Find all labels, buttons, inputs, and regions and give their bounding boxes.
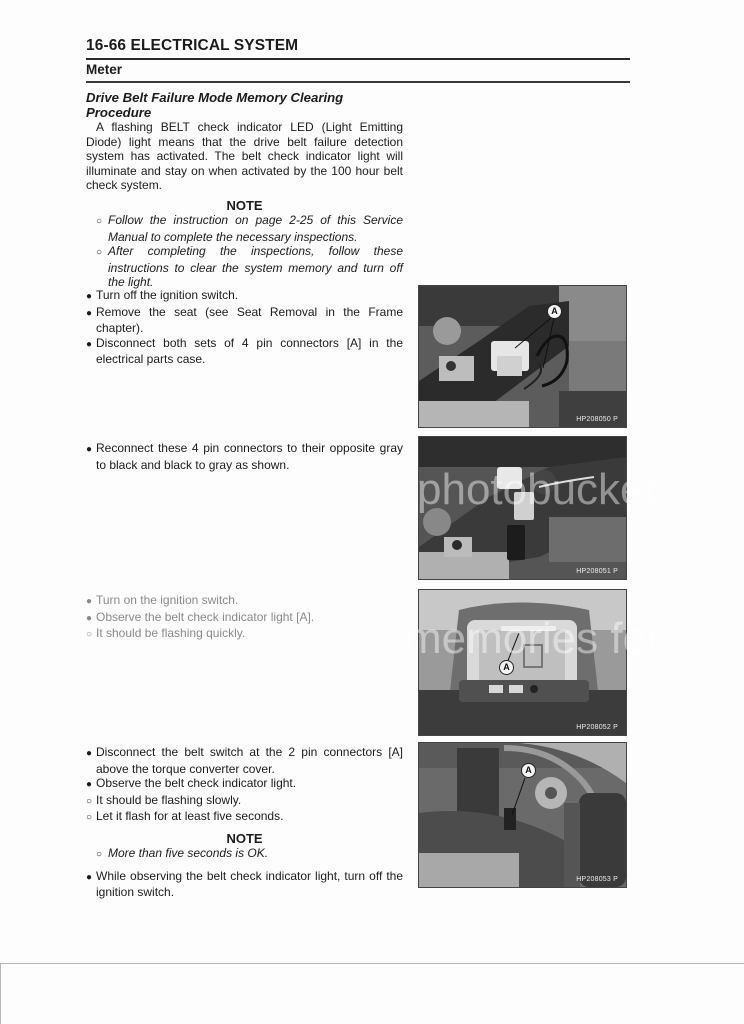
figure-id: HP208051 P <box>576 568 618 575</box>
step-text: Disconnect the belt switch at the 2 pin connectors [A] above the torque converter cover. <box>96 745 403 776</box>
circle-marker-icon: ○ <box>96 247 103 259</box>
bullet-icon: ● <box>86 307 93 319</box>
step-bullet <box>86 745 403 776</box>
step-sub <box>86 809 403 826</box>
procedure-heading <box>86 91 403 120</box>
bullet-icon: ● <box>86 779 93 791</box>
step-text: Observe the belt check indicator light. <box>96 776 297 791</box>
watermark-text: memories for <box>405 614 662 663</box>
figure-id: HP208050 P <box>576 416 618 423</box>
step-sub <box>86 626 403 643</box>
note-item-text: More than five seconds is OK. <box>108 845 269 860</box>
step-sub <box>86 793 403 810</box>
step-sub-text: Let it flash for at least five seconds. <box>96 809 284 824</box>
circle-marker-icon: ○ <box>96 848 103 860</box>
step-group-3 <box>86 593 403 643</box>
figure-id: HP208053 P <box>576 876 618 883</box>
figure-id: HP208052 P <box>576 724 618 731</box>
page-header <box>86 36 630 83</box>
step-group-1 <box>86 288 403 367</box>
callout-a: A <box>521 763 536 778</box>
scan-edge-line <box>0 963 1 1024</box>
step-bullet <box>86 441 403 472</box>
section-title: Meter <box>86 62 123 77</box>
bullet-icon: ● <box>86 748 93 759</box>
bullet-icon: ● <box>86 444 93 455</box>
procedure-heading-line2: Procedure <box>86 104 152 120</box>
bullet-icon: ● <box>86 596 93 607</box>
photo-connectors-crossed <box>419 437 626 579</box>
step-bullet <box>86 869 403 900</box>
figure-belt-switch-connector <box>418 742 627 888</box>
note-item <box>86 244 403 290</box>
step-text: Disconnect both sets of 4 pin connectors [A] in the electrical parts case. <box>96 335 403 367</box>
step-group-2 <box>86 441 403 472</box>
step-text: Reconnect these 4 pin connectors to their opposite gray to black and black to gray as shown. <box>96 441 403 472</box>
section-rule <box>86 81 630 83</box>
circle-marker-icon: ○ <box>86 629 93 641</box>
page-title: 16-66 ELECTRICAL SYSTEM <box>86 37 299 54</box>
watermark-text: photobucket <box>417 465 657 514</box>
step-bullet <box>86 305 403 336</box>
figure-meter-indicator <box>405 589 662 736</box>
step-bullet <box>86 610 403 627</box>
step-bullet <box>86 288 403 305</box>
step-bullet <box>86 776 403 793</box>
callout-a: A <box>547 304 562 319</box>
note-item-text: After completing the inspections, follow these instructions to clear the system memory and turn off the light. <box>108 244 403 290</box>
step-text: Observe the belt check indicator light [A]. <box>96 609 315 624</box>
step-group-4 <box>86 745 403 900</box>
step-sub-text: It should be flashing quickly. <box>96 626 246 641</box>
photo-meter-display <box>419 590 626 735</box>
procedure-intro-block <box>86 91 403 290</box>
step-text: While observing the belt check indicator light, turn off the ignition switch. <box>96 868 403 900</box>
circle-marker-icon: ○ <box>86 795 93 807</box>
figure-connectors-disconnected <box>418 285 627 428</box>
step-bullet <box>86 336 403 367</box>
bullet-icon: ● <box>86 291 93 302</box>
procedure-heading-line1: Drive Belt Failure Mode Memory Clearing <box>86 90 344 105</box>
circle-marker-icon: ○ <box>86 812 93 824</box>
bullet-icon: ● <box>86 871 93 883</box>
step-bullet <box>86 593 403 610</box>
step-sub-text: It should be flashing slowly. <box>96 792 242 807</box>
bullet-icon: ● <box>86 612 93 624</box>
figure-connectors-reconnected <box>417 436 657 580</box>
intro-paragraph: A flashing BELT check indicator LED (Light Emitting Diode) light means that the drive belt failure detection system has activated. The belt check indicator light will illuminate and stay on when activated by the 100 hour belt check system. <box>86 120 403 193</box>
note-item <box>86 846 403 863</box>
header-rule <box>86 58 630 60</box>
photo-electrical-case <box>419 286 626 427</box>
step-text: Turn on the ignition switch. <box>96 593 239 607</box>
step-text: Remove the seat (see Seat Removal in the Frame chapter). <box>96 304 403 336</box>
step-text: Turn off the ignition switch. <box>96 288 239 302</box>
note-title: NOTE <box>226 830 263 846</box>
callout-a: A <box>499 660 514 675</box>
scan-edge-line <box>0 963 744 964</box>
circle-marker-icon: ○ <box>96 215 103 227</box>
note-item <box>86 213 403 244</box>
note-item-text: Follow the instruction on page 2-25 of this Service Manual to complete the necessary inspections. <box>108 212 403 244</box>
note-title: NOTE <box>226 197 263 213</box>
bullet-icon: ● <box>86 338 93 350</box>
